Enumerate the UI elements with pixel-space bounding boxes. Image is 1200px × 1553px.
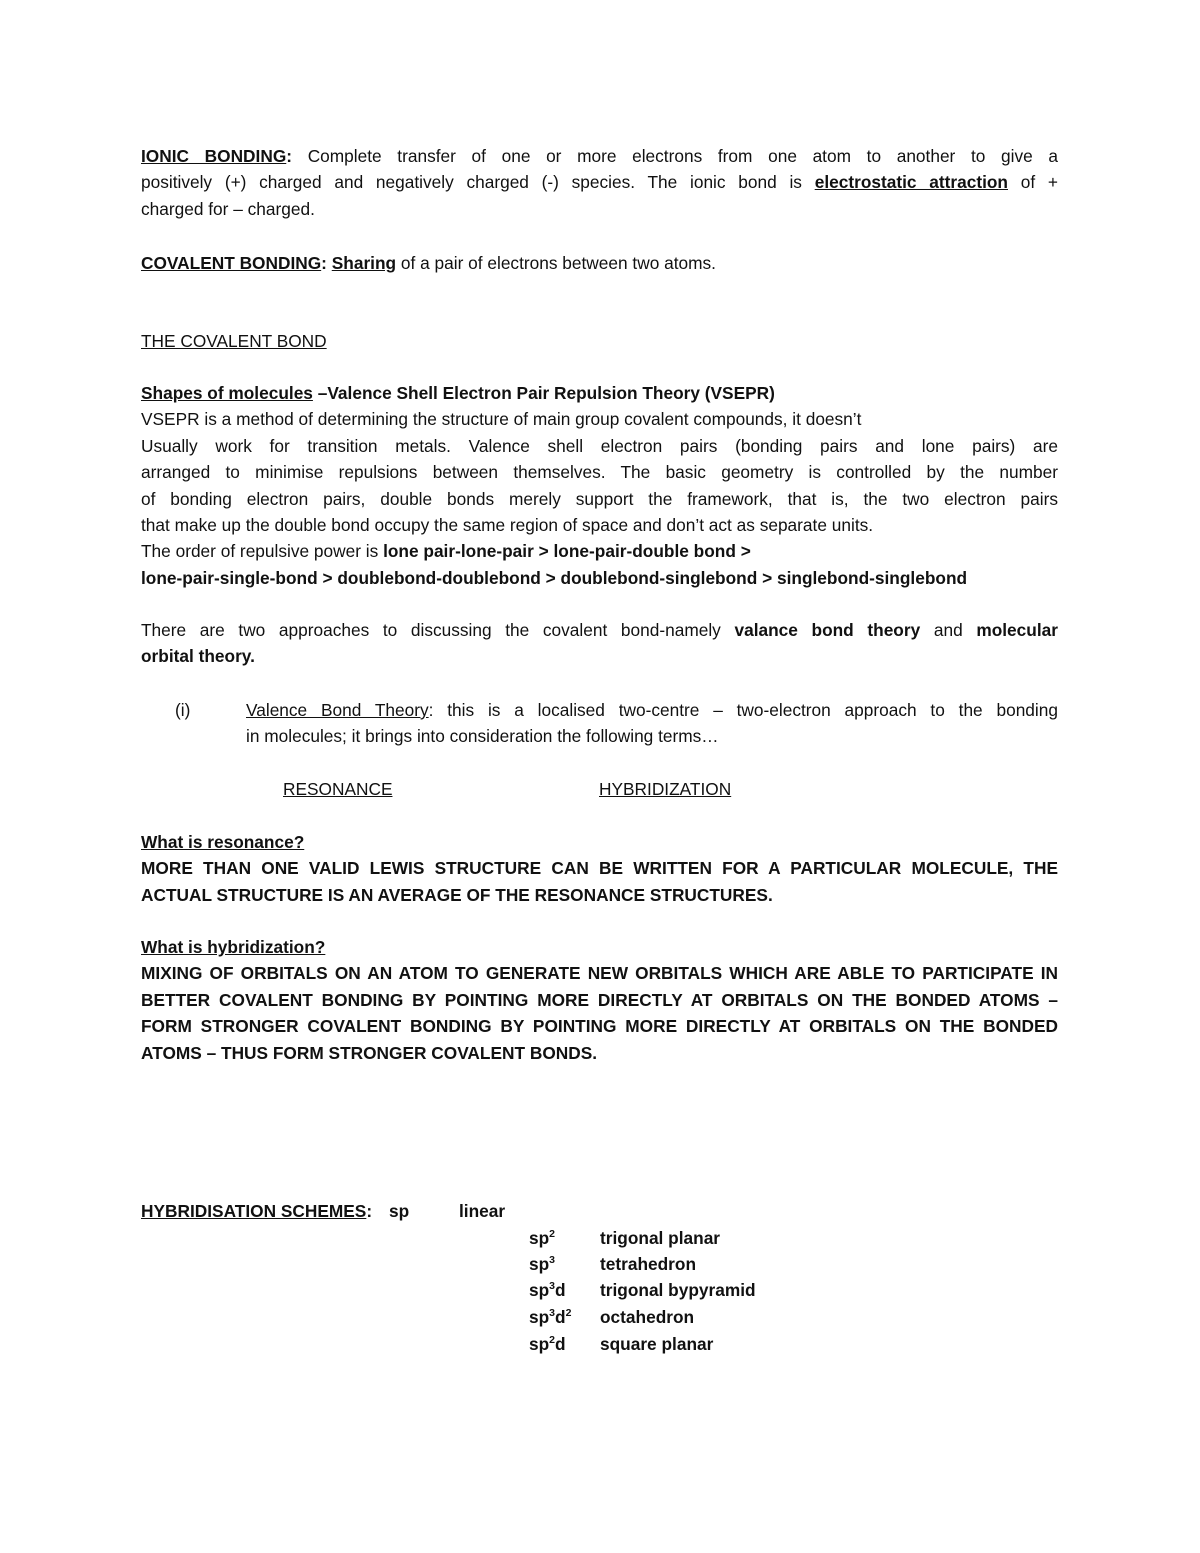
resonance-paragraph [141,829,1058,908]
scheme-row [529,1304,694,1330]
resonance-question: What is resonance? [141,832,305,852]
approaches-paragraph: There are two approaches to discussing the covalent bond-namely valance bond theory and molecular orbital theory. [141,620,1058,667]
scheme-first-shape: linear [459,1201,506,1221]
scheme-symbol: $sp^2d$ [529,1334,566,1354]
ionic-text-2a: positively (+) charged and negatively charged (-) species. The ionic bond is [141,172,802,193]
ionic-text-2b: of + [1020,172,1058,193]
vbt-paragraph: Valence Bond Theory: this is a localised two-centre – two-electron approach to the bonding in molecules; it brings into consideration the following terms… [246,697,1058,750]
scheme-shape: trigonal bypyramid [600,1280,756,1300]
order-bold-2: lone-pair-single-bond > doublebond-doublebond > doublebond-singlebond > singlebond-singlebond [141,567,968,588]
hybridization-paragraph [141,934,1058,1066]
order-bold-1: lone pair-lone-pair > lone-pair-double bond > [383,541,751,562]
scheme-shape: trigonal planar [600,1228,721,1248]
section-title: THE COVALENT BOND [141,331,327,351]
hybridization-answer-3: FORM STRONGER COVALENT BONDING BY POINTING MORE DIRECTLY AT ORBITALS ON THE BONDED [141,1016,1058,1037]
approaches-bold-2a: molecular [976,620,1058,640]
vsepr-line-2: Usually work for transition metals. Valence shell electron pairs (bonding pairs and lone pairs) are [141,435,1058,456]
schemes-heading-block: HYBRIDISATION SCHEMES: [141,1201,373,1221]
hybridization-answer-1: MIXING OF ORBITALS ON AN ATOM TO GENERATE NEW ORBITALS WHICH ARE ABLE TO PARTICIPATE IN [141,963,1058,984]
scheme-shape: square planar [600,1334,714,1354]
approaches-bold-1: valance bond theory [734,620,921,640]
vsepr-line-4: of bonding electron pairs, double bonds merely support the framework, that is, the two electron pairs [141,488,1058,509]
covalent-text: of a pair of electrons between two atoms. [400,253,716,273]
hybridization-answer-2: BETTER COVALENT BONDING BY POINTING MORE DIRECTLY AT ORBITALS ON THE BONDED ATOMS – [141,989,1058,1010]
ionic-text-3: charged for – charged. [141,198,315,219]
scheme-shape: tetrahedron [600,1254,697,1274]
schemes-heading: HYBRIDISATION SCHEMES [141,1201,367,1221]
scheme-symbol: $sp^3d$ [529,1280,566,1300]
approaches-text: There are two approaches to discussing the covalent bond-namely [141,620,721,640]
vbt-heading: Valence Bond Theory [246,700,429,720]
scheme-row [529,1331,713,1357]
vbt-marker: (i) [175,700,191,720]
vsepr-line-5: that make up the double bond occupy the same region of space and don’t act as separate units. [141,515,874,536]
scheme-row [529,1225,720,1251]
vsepr-heading-rest: –Valence Shell Electron Pair Repulsion Theory (VSEPR) [317,383,775,403]
vsepr-heading-underlined: Shapes of molecules [141,383,313,403]
resonance-answer-2: ACTUAL STRUCTURE IS AN AVERAGE OF THE RESONANCE STRUCTURES. [141,884,773,905]
scheme-symbol: $sp^3$ [529,1254,556,1274]
scheme-shape: octahedron [600,1307,695,1327]
covalent-bonding-paragraph: COVALENT BONDING: Sharing of a pair of electrons between two atoms. [141,253,716,273]
ionic-emphasis: electrostatic attraction [814,172,1008,193]
vsepr-line-1: VSEPR is a method of determining the structure of main group covalent compounds, it doesn’t [141,409,862,430]
resonance-answer-1: MORE THAN ONE VALID LEWIS STRUCTURE CAN BE WRITTEN FOR A PARTICULAR MOLECULE, THE [141,858,1058,879]
section-title-block [141,328,1058,354]
covalent-heading: COVALENT BONDING [141,253,322,273]
scheme-symbol: $sp^2$ [529,1228,556,1248]
scheme-symbol: $sp^3d^2$ [529,1307,572,1327]
hybridization-answer-4: ATOMS – THUS FORM STRONGER COVALENT BONDS. [141,1042,598,1063]
order-prefix: The order of repulsive power is [141,541,379,562]
ionic-bonding-paragraph: IONIC BONDING: Complete transfer of one or more electrons from one atom to another to give a positively (+) charged and negatively charged (-) species. The ionic bond is electrostatic attraction of + charged for – charged. [141,143,1058,222]
ionic-heading: IONIC BONDING [141,146,287,166]
vsepr-paragraph [141,380,1058,591]
vbt-text-1: this is a localised two-centre – two-electron approach to the bonding [447,700,1058,720]
term-resonance: RESONANCE [283,779,393,799]
term-hybridization: HYBRIDIZATION [599,779,732,799]
vbt-text-2: in molecules; it brings into consideration the following terms… [246,726,719,747]
scheme-first-symbol: sp [389,1201,410,1221]
vsepr-line-3: arranged to minimise repulsions between themselves. The basic geometry is controlled by the number [141,462,1058,483]
hybridization-question: What is hybridization? [141,937,326,957]
scheme-row [529,1277,756,1303]
scheme-row [529,1251,696,1277]
covalent-emphasis: Sharing [331,253,397,273]
approaches-bold-2b: orbital theory [141,646,251,667]
ionic-text-1: Complete transfer of one or more electrons from one atom to another to give a [307,146,1058,166]
